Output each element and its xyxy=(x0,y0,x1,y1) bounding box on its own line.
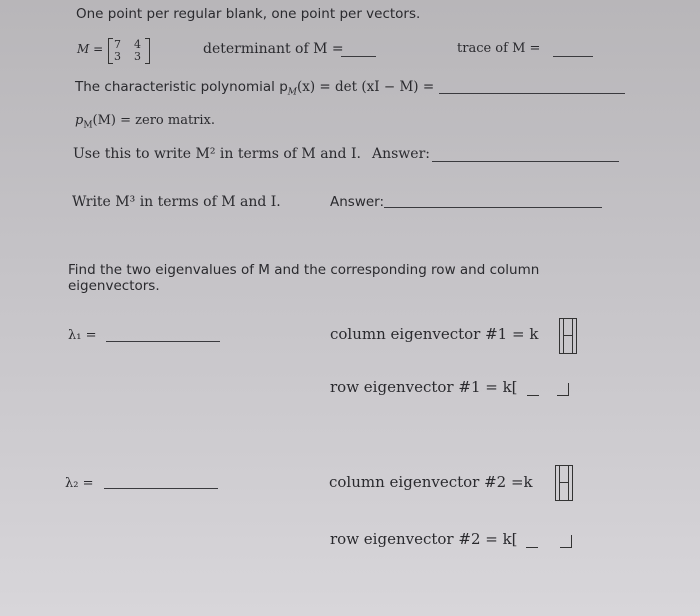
col-vec1-bracket[interactable] xyxy=(559,318,577,354)
matrix-entry: 3 xyxy=(134,50,141,63)
m2-answer-blank[interactable] xyxy=(432,161,619,162)
eigen-prompt-line1: Find the two eigenvalues of M and the corresponding row and column xyxy=(68,262,540,278)
row-vec2-bracket xyxy=(571,535,572,547)
header-instructions: One point per regular blank, one point per vectors. xyxy=(76,6,421,22)
matrix-entry: 7 xyxy=(114,38,121,51)
col-vec2-bracket[interactable] xyxy=(555,465,573,501)
matrix-label: M = xyxy=(77,42,104,56)
matrix-entry: 3 xyxy=(114,50,121,63)
char-poly-label: The characteristic polynomial $p_M(x) = \det (xI - M)$ = xyxy=(75,79,435,98)
cayley-hamilton-line: $p_M(M)$ = zero matrix. xyxy=(75,113,216,131)
row-vec1-blank[interactable] xyxy=(557,395,569,396)
row-vec1-bracket xyxy=(568,383,569,395)
lambda1-blank[interactable] xyxy=(106,341,220,342)
col-vec1-label: column eigenvector #1 = k xyxy=(330,325,539,343)
m3-prompt: Write M³ in terms of M and I. xyxy=(72,194,281,210)
eigen-prompt-line2: eigenvectors. xyxy=(68,278,160,294)
m2-prompt: Use this to write M² in terms of M and I. xyxy=(73,146,361,162)
row-vec2-label: row eigenvector #2 = k[ xyxy=(330,530,518,548)
lambda2-blank[interactable] xyxy=(104,488,218,489)
lambda2-label: λ₂ = xyxy=(65,476,94,491)
lambda1-label: λ₁ = xyxy=(68,328,97,343)
trace-label: trace of M = xyxy=(457,41,541,56)
m3-answer-label: Answer: xyxy=(330,194,385,210)
row-vec1-blank[interactable] xyxy=(527,395,539,396)
row-vec2-blank[interactable] xyxy=(560,547,572,548)
determinant-blank[interactable] xyxy=(341,56,376,57)
m3-answer-blank[interactable] xyxy=(384,207,602,208)
determinant-label: determinant of M = xyxy=(203,41,344,57)
char-poly-blank[interactable] xyxy=(439,93,625,94)
col-vec2-label: column eigenvector #2 =k xyxy=(329,473,533,491)
m2-answer-label: Answer: xyxy=(372,146,430,162)
row-vec2-blank[interactable] xyxy=(526,547,538,548)
matrix-entry: 4 xyxy=(134,38,141,51)
trace-blank[interactable] xyxy=(553,56,593,57)
row-vec1-label: row eigenvector #1 = k[ xyxy=(330,378,518,396)
